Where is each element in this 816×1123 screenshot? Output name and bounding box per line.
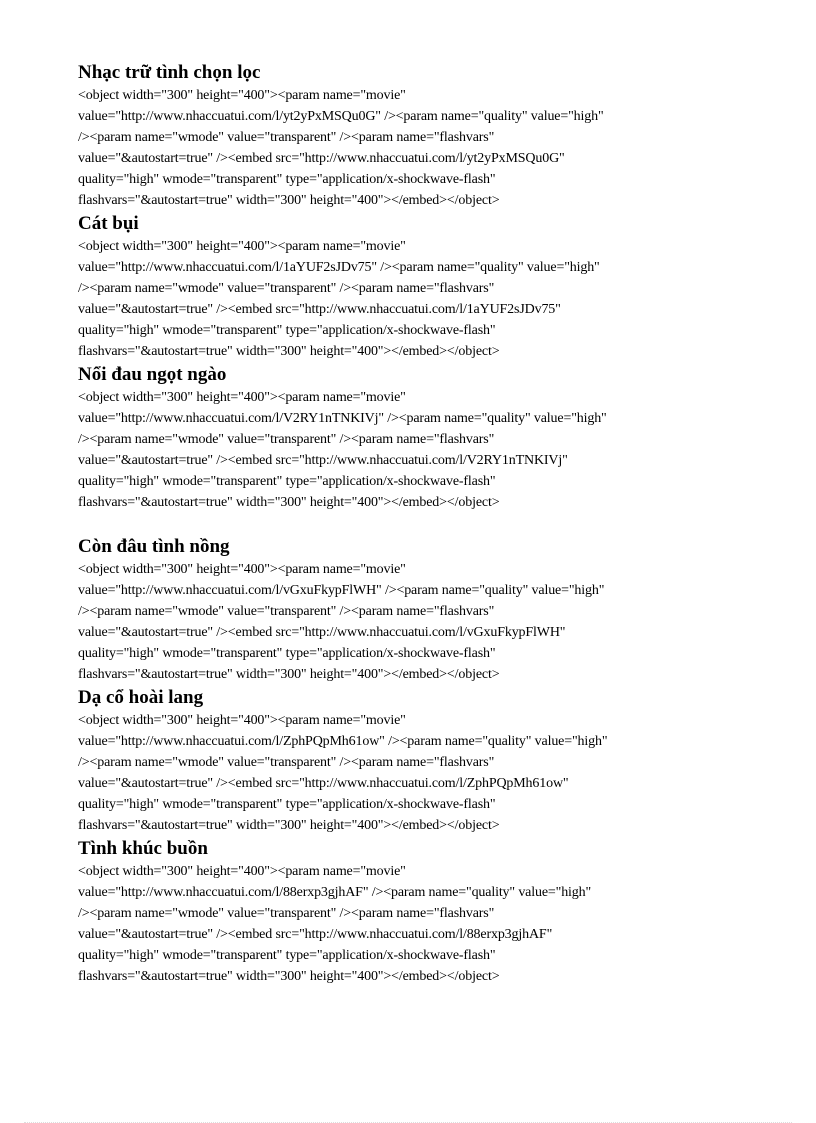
document-page (78, 60, 778, 987)
song-section (78, 362, 778, 513)
embed-code-line: <object width="300" height="400"><param name="movie" (78, 239, 406, 254)
embed-code-line: value="&autostart=true" /><embed src="http://www.nhaccuatui.com/l/88erxp3gjhAF" (78, 927, 553, 942)
embed-code-line: /><param name="wmode" value="transparent" /><param name="flashvars" (78, 604, 495, 619)
song-title: Nhạc trữ tình chọn lọc (78, 62, 261, 83)
song-section (78, 836, 778, 987)
embed-code-line: quality="high" wmode="transparent" type="application/x-shockwave-flash" (78, 797, 496, 812)
embed-code-line: /><param name="wmode" value="transparent" /><param name="flashvars" (78, 906, 495, 921)
embed-code-line: flashvars="&autostart=true" width="300" height="400"></embed></object> (78, 193, 500, 208)
embed-code-line: quality="high" wmode="transparent" type="application/x-shockwave-flash" (78, 948, 496, 963)
embed-code-line: value="http://www.nhaccuatui.com/l/yt2yPxMSQu0G" /><param name="quality" value="high" (78, 109, 604, 124)
embed-code-line: quality="high" wmode="transparent" type="application/x-shockwave-flash" (78, 172, 496, 187)
embed-code-line: /><param name="wmode" value="transparent" /><param name="flashvars" (78, 432, 495, 447)
song-title: Dạ cổ hoài lang (78, 687, 204, 708)
embed-code-line: value="http://www.nhaccuatui.com/l/vGxuFkypFlWH" /><param name="quality" value="high" (78, 583, 605, 598)
song-title: Cát bụi (78, 213, 139, 234)
embed-code-line: value="http://www.nhaccuatui.com/l/1aYUF2sJDv75" /><param name="quality" value="high" (78, 260, 600, 275)
song-title: Còn đâu tình nồng (78, 536, 230, 557)
embed-code-line: flashvars="&autostart=true" width="300" height="400"></embed></object> (78, 969, 500, 984)
embed-code-line: value="http://www.nhaccuatui.com/l/V2RY1nTNKIVj" /><param name="quality" value="high" (78, 411, 607, 426)
embed-code-line: value="&autostart=true" /><embed src="http://www.nhaccuatui.com/l/1aYUF2sJDv75" (78, 302, 561, 317)
embed-code-line: quality="high" wmode="transparent" type="application/x-shockwave-flash" (78, 323, 496, 338)
embed-code-line: <object width="300" height="400"><param name="movie" (78, 390, 406, 405)
embed-code-line: flashvars="&autostart=true" width="300" height="400"></embed></object> (78, 495, 500, 510)
song-title: Tình khúc buồn (78, 838, 208, 859)
embed-code-line: flashvars="&autostart=true" width="300" height="400"></embed></object> (78, 818, 500, 833)
song-section (78, 211, 778, 362)
embed-code-line: value="&autostart=true" /><embed src="http://www.nhaccuatui.com/l/vGxuFkypFlWH" (78, 625, 566, 640)
embed-code-line: /><param name="wmode" value="transparent" /><param name="flashvars" (78, 755, 495, 770)
embed-code-line: quality="high" wmode="transparent" type="application/x-shockwave-flash" (78, 646, 496, 661)
embed-code-line: value="http://www.nhaccuatui.com/l/ZphPQpMh61ow" /><param name="quality" value="high" (78, 734, 608, 749)
embed-code-line: value="&autostart=true" /><embed src="http://www.nhaccuatui.com/l/yt2yPxMSQu0G" (78, 151, 565, 166)
embed-code-line: flashvars="&autostart=true" width="300" height="400"></embed></object> (78, 344, 500, 359)
embed-code-line: <object width="300" height="400"><param name="movie" (78, 562, 406, 577)
embed-code-line: quality="high" wmode="transparent" type="application/x-shockwave-flash" (78, 474, 496, 489)
embed-code-line: value="http://www.nhaccuatui.com/l/88erxp3gjhAF" /><param name="quality" value="high" (78, 885, 592, 900)
embed-code-line: /><param name="wmode" value="transparent" /><param name="flashvars" (78, 130, 495, 145)
embed-code-line: flashvars="&autostart=true" width="300" height="400"></embed></object> (78, 667, 500, 682)
embed-code-line: <object width="300" height="400"><param name="movie" (78, 864, 406, 879)
song-section (78, 685, 778, 836)
song-section (78, 534, 778, 685)
embed-code-line: <object width="300" height="400"><param name="movie" (78, 713, 406, 728)
embed-code-line: <object width="300" height="400"><param name="movie" (78, 88, 406, 103)
song-section (78, 60, 778, 211)
embed-code-line: value="&autostart=true" /><embed src="http://www.nhaccuatui.com/l/V2RY1nTNKIVj" (78, 453, 568, 468)
embed-code-line: /><param name="wmode" value="transparent" /><param name="flashvars" (78, 281, 495, 296)
song-title: Nổi đau ngọt ngào (78, 364, 227, 385)
embed-code-line: value="&autostart=true" /><embed src="http://www.nhaccuatui.com/l/ZphPQpMh61ow" (78, 776, 569, 791)
